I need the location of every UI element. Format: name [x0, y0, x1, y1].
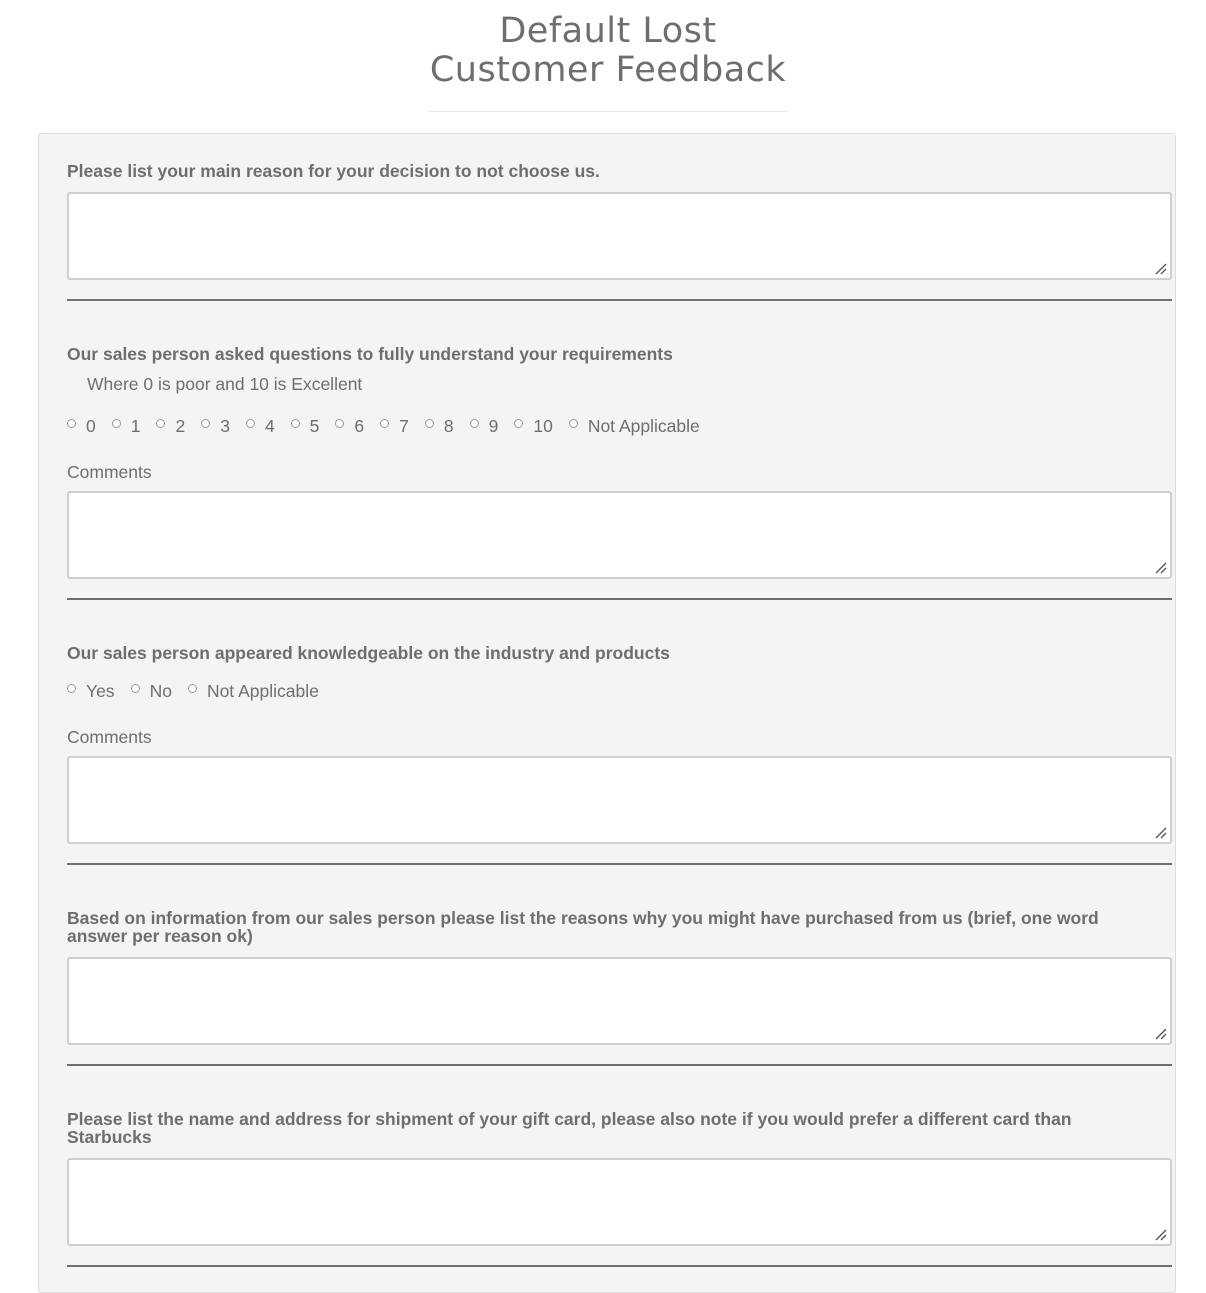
page-title	[0, 12, 1206, 90]
section-divider	[67, 598, 1172, 600]
rating-option-5[interactable]	[291, 416, 320, 437]
question-4-label: Based on information from our sales person please list the reasons why you might have purchased from us (brief, one word answer per reason ok)	[67, 908, 1099, 946]
question-4-textarea[interactable]	[67, 957, 1172, 1045]
radio-circle-icon[interactable]	[131, 684, 140, 693]
question-2-rating-options	[67, 416, 716, 437]
option-not-applicable[interactable]	[188, 681, 319, 702]
question-3-comments-label: Comments	[67, 727, 152, 747]
rating-option-label: 0	[86, 416, 96, 436]
radio-circle-icon[interactable]	[569, 419, 578, 428]
rating-option-label: 7	[399, 416, 409, 436]
radio-circle-icon[interactable]	[291, 419, 300, 428]
rating-option-1[interactable]	[112, 416, 141, 437]
radio-circle-icon[interactable]	[470, 419, 479, 428]
radio-circle-icon[interactable]	[380, 419, 389, 428]
question-2-scale-hint: Where 0 is poor and 10 is Excellent	[87, 374, 363, 394]
rating-option-label: 3	[220, 416, 230, 436]
rating-option-10[interactable]	[514, 416, 552, 437]
rating-option-not-applicable[interactable]	[569, 416, 700, 437]
page-title-line-1: Default Lost	[499, 11, 717, 51]
rating-option-label: Not Applicable	[587, 416, 700, 436]
rating-option-4[interactable]	[246, 416, 275, 437]
radio-circle-icon[interactable]	[112, 419, 121, 428]
question-1-textarea[interactable]	[67, 192, 1172, 280]
section-divider	[67, 1265, 1172, 1267]
rating-option-3[interactable]	[201, 416, 230, 437]
question-5-label: Please list the name and address for shipment of your gift card, please also note if you would prefer a different card than Starbucks	[67, 1109, 1072, 1147]
resize-grip-icon[interactable]	[1155, 1229, 1167, 1241]
rating-option-9[interactable]	[470, 416, 499, 437]
question-3-comments-textarea[interactable]	[67, 756, 1172, 844]
rating-option-label: 6	[354, 416, 365, 436]
page-title-line-2: Customer Feedback	[429, 50, 787, 90]
resize-grip-icon[interactable]	[1155, 263, 1167, 275]
option-label: Yes	[86, 681, 115, 701]
section-divider	[67, 299, 1172, 301]
question-2-comments-label: Comments	[67, 462, 152, 482]
section-divider	[67, 1064, 1172, 1066]
option-yes[interactable]	[67, 681, 115, 702]
option-label: No	[149, 681, 172, 701]
rating-option-8[interactable]	[425, 416, 454, 437]
option-no[interactable]	[131, 681, 172, 702]
question-3-label: Our sales person appeared knowledgeable on the industry and products	[67, 643, 670, 663]
section-divider	[67, 863, 1172, 865]
radio-circle-icon[interactable]	[67, 684, 76, 693]
radio-circle-icon[interactable]	[514, 419, 523, 428]
radio-circle-icon[interactable]	[67, 419, 76, 428]
radio-circle-icon[interactable]	[335, 419, 344, 428]
rating-option-0[interactable]	[67, 416, 96, 437]
radio-circle-icon[interactable]	[425, 419, 434, 428]
resize-grip-icon[interactable]	[1155, 562, 1167, 574]
title-divider	[428, 111, 788, 112]
rating-option-label: 1	[130, 416, 141, 436]
rating-option-label: 9	[488, 416, 499, 436]
rating-option-2[interactable]	[156, 416, 185, 437]
radio-circle-icon[interactable]	[156, 419, 165, 428]
question-3-options	[67, 681, 335, 702]
radio-circle-icon[interactable]	[201, 419, 210, 428]
rating-option-label: 4	[264, 416, 275, 436]
rating-option-label: 2	[175, 416, 186, 436]
resize-grip-icon[interactable]	[1155, 1028, 1167, 1040]
rating-option-label: 8	[443, 416, 454, 436]
question-1-label: Please list your main reason for your decision to not choose us.	[67, 161, 600, 181]
rating-option-6[interactable]	[335, 416, 364, 437]
rating-option-label: 10	[533, 416, 553, 436]
question-2-label: Our sales person asked questions to fully understand your requirements	[67, 344, 673, 364]
rating-option-label: 5	[309, 416, 320, 436]
rating-option-7[interactable]	[380, 416, 409, 437]
radio-circle-icon[interactable]	[188, 684, 197, 693]
radio-circle-icon[interactable]	[246, 419, 255, 428]
resize-grip-icon[interactable]	[1155, 827, 1167, 839]
question-5-textarea[interactable]	[67, 1158, 1172, 1246]
question-2-comments-textarea[interactable]	[67, 491, 1172, 579]
option-label: Not Applicable	[206, 681, 319, 701]
